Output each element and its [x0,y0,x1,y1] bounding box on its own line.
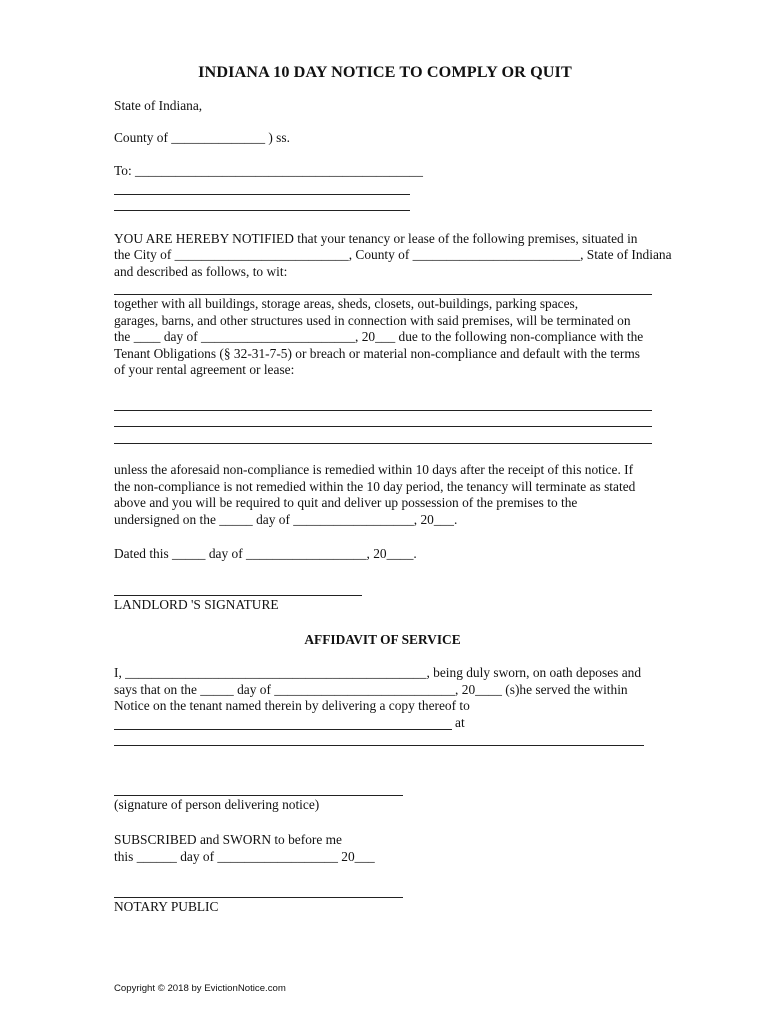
notice-line-2: the City of __________________________, County of _________________________, State of Indiana [114,247,672,262]
copyright-notice: Copyright © 2018 by EvictionNotice.com [114,983,286,994]
remedy-line-1: unless the aforesaid non-compliance is remedied within 10 days after the receipt of this notice. If [114,462,634,477]
dated-line: Dated this _____ day of __________________, 20____. [114,546,417,561]
affidavit-line-2: says that on the _____ day of ___________________________, 20____ (s)he served the within [114,682,628,697]
premises-line-3: the ____ day of _______________________, 20___ due to the following non-compliance with the [114,329,644,344]
address-blank-2[interactable] [114,210,410,211]
premises-line-4: Tenant Obligations (§ 32-31-7-5) or breach or material non-compliance and default with the terms [114,346,640,361]
premises-description-blank[interactable] [114,294,652,295]
sworn-date-line: this ______ day of __________________ 20___ [114,849,375,864]
remedy-line-3: above and you will be required to quit and deliver up possession of the premises to the [114,495,578,510]
delivery-signature-label: (signature of person delivering notice) [114,797,320,812]
non-compliance-blank-1[interactable] [114,410,652,411]
landlord-signature-label: LANDLORD 'S SIGNATURE [114,597,279,612]
sworn-line: SUBSCRIBED and SWORN to before me [114,832,343,847]
remedy-line-4: undersigned on the _____ day of __________________, 20___. [114,512,458,527]
delivery-address-blank[interactable] [114,745,644,746]
landlord-signature-blank[interactable] [114,595,362,596]
remedy-line-2: the non-compliance is not remedied within the 10 day period, the tenancy will terminate as stated [114,479,636,494]
premises-line-1: together with all buildings, storage areas, sheds, closets, out-buildings, parking spaces, [114,296,579,311]
affidavit-line-3: Notice on the tenant named therein by delivering a copy thereof to [114,698,470,713]
premises-line-5: of your rental agreement or lease: [114,362,295,377]
address-blank-1[interactable] [114,194,410,195]
delivery-recipient-blank[interactable] [114,729,452,730]
delivery-signature-blank[interactable] [114,795,403,796]
document-title: INDIANA 10 DAY NOTICE TO COMPLY OR QUIT [198,63,572,81]
non-compliance-blank-3[interactable] [114,443,652,444]
notary-label: NOTARY PUBLIC [114,899,219,914]
affidavit-heading: AFFIDAVIT OF SERVICE [304,632,461,647]
affidavit-line-1: I, _____________________________________________, being duly sworn, on oath deposes and [114,665,642,680]
notary-signature-blank[interactable] [114,897,403,898]
notice-line-3: and described as follows, to wit: [114,264,288,279]
state-line: State of Indiana, [114,98,203,113]
non-compliance-blank-2[interactable] [114,426,652,427]
county-line: County of ______________ ) ss. [114,130,290,145]
to-line: To: ___________________________________________ [114,163,423,178]
notice-line-1: YOU ARE HEREBY NOTIFIED that your tenancy or lease of the following premises, situated in [114,231,638,246]
at-label: at [455,715,465,730]
premises-line-2: garages, barns, and other structures used in connection with said premises, will be terminated on [114,313,631,328]
